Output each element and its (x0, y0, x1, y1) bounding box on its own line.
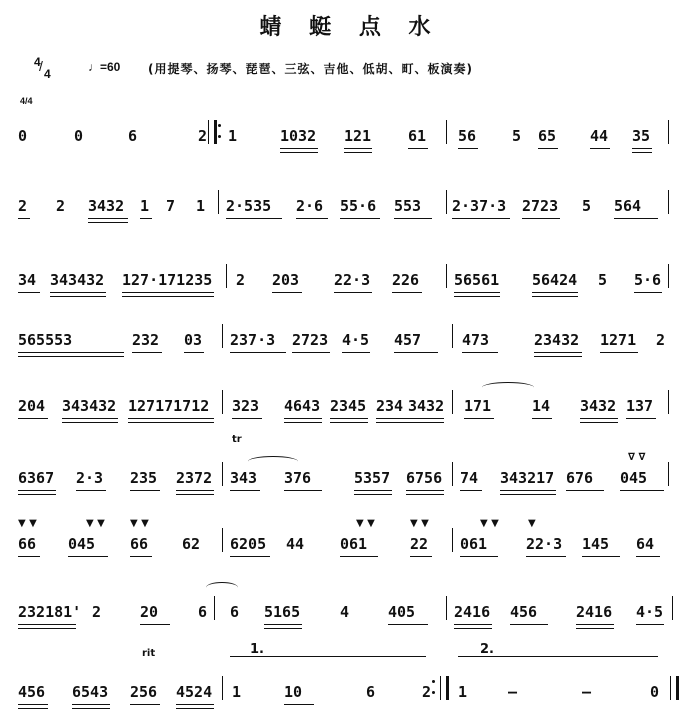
score-row-8 (0, 586, 700, 634)
note: 6543 (72, 683, 109, 701)
beam (388, 624, 428, 625)
note: 2 (656, 331, 666, 349)
beam (18, 218, 30, 219)
beam (464, 418, 494, 419)
beam (454, 292, 500, 293)
note: 456 (510, 603, 538, 621)
barline (668, 190, 669, 214)
beam (176, 494, 214, 495)
beam (600, 352, 638, 353)
note: 65 (538, 127, 557, 145)
note: 5 (598, 271, 608, 289)
beam (344, 148, 372, 149)
note: 56 (458, 127, 477, 145)
score-row-3 (0, 254, 700, 302)
beam (344, 152, 372, 153)
barline (218, 190, 219, 214)
beam (500, 494, 556, 495)
beam (340, 218, 380, 219)
tempo-marking: ♩=60 (88, 60, 121, 74)
beam (50, 292, 106, 293)
beam (230, 352, 286, 353)
beam (176, 708, 214, 709)
note: 127171712 (128, 397, 210, 415)
note: 66 (18, 535, 37, 553)
note: 2·535 (226, 197, 272, 215)
beam (636, 624, 664, 625)
beam (264, 624, 302, 625)
note: 56424 (532, 271, 578, 289)
beam (566, 490, 604, 491)
note: 121 (344, 127, 372, 145)
beam (582, 556, 620, 557)
beam (128, 418, 214, 419)
note: 3432 (580, 397, 617, 415)
instrumentation-note: (用提琴、扬琴、琵琶、三弦、吉他、低胡、町、板演奏) (148, 62, 473, 76)
beam (296, 218, 328, 219)
note: 127·171235 (122, 271, 213, 289)
beam (88, 222, 128, 223)
beam (18, 704, 48, 705)
note: 235 (130, 469, 158, 487)
song-title: 蜻 蜓 点 水 (259, 14, 441, 40)
beam (452, 218, 510, 219)
beam (392, 292, 422, 293)
beam (580, 422, 618, 423)
beam (376, 418, 444, 419)
beam (72, 704, 110, 705)
score-row-9 (0, 642, 700, 714)
note: 0 (18, 127, 28, 145)
note: 203 (272, 271, 300, 289)
beam (18, 418, 48, 419)
beam (526, 556, 566, 557)
beam (128, 422, 214, 423)
note: 473 (462, 331, 490, 349)
beam (460, 490, 482, 491)
barline (668, 462, 669, 486)
beam (454, 628, 492, 629)
barline (452, 390, 453, 414)
note: 237·3 (230, 331, 276, 349)
note: 226 (392, 271, 420, 289)
barline (668, 120, 669, 144)
beam (458, 148, 478, 149)
note: 2345 (330, 397, 367, 415)
score-row-5 (0, 380, 700, 428)
beam (580, 418, 618, 419)
volta-1-label: 1. (250, 642, 264, 657)
small-time-signature: 4/4 (20, 96, 33, 106)
beam (264, 628, 302, 629)
beam (330, 418, 368, 419)
note: 6 (128, 127, 138, 145)
note: 74 (460, 469, 479, 487)
beam (122, 296, 214, 297)
accent-marks: ▼ ▼ (130, 518, 149, 529)
note: 5 (582, 197, 592, 215)
note: 7 (166, 197, 176, 215)
note: 5165 (264, 603, 301, 621)
note: 5 (512, 127, 522, 145)
note: 564 (614, 197, 642, 215)
note: 55·6 (340, 197, 377, 215)
barline (452, 324, 453, 348)
note: 565553 (18, 331, 73, 349)
repeat-start-barline (208, 120, 217, 144)
beam (394, 218, 432, 219)
note: 045 (68, 535, 96, 553)
repeat-end-barline (440, 676, 449, 700)
note: — (508, 683, 518, 701)
barline (668, 390, 669, 414)
note: 045 (620, 469, 648, 487)
note: 4 (340, 603, 350, 621)
beam (68, 556, 108, 557)
note: 6205 (230, 535, 267, 553)
beam (18, 556, 40, 557)
beam (538, 148, 558, 149)
note: 343 (230, 469, 258, 487)
note: 1 (140, 197, 150, 215)
accent-mark: ▼ (528, 518, 536, 529)
note: 256 (130, 683, 158, 701)
barline (446, 596, 447, 620)
beam (576, 628, 614, 629)
beam (18, 708, 48, 709)
beam (140, 218, 152, 219)
note: 2416 (454, 603, 491, 621)
beam (292, 352, 330, 353)
beam (284, 704, 314, 705)
beam (226, 218, 282, 219)
note: 376 (284, 469, 312, 487)
note: 2·6 (296, 197, 324, 215)
note: 6 (198, 603, 208, 621)
note: 553 (394, 197, 422, 215)
note: 323 (232, 397, 260, 415)
note: 405 (388, 603, 416, 621)
beam (272, 292, 302, 293)
beam (140, 624, 170, 625)
barline (446, 264, 447, 288)
note: 5357 (354, 469, 391, 487)
beam (620, 490, 664, 491)
accent-marks: ▼ ▼ (86, 518, 105, 529)
rit-marking: rit (142, 648, 156, 659)
note: 10 (284, 683, 303, 701)
beam (184, 352, 204, 353)
barline (446, 190, 447, 214)
note: 137 (626, 397, 654, 415)
note: 2 (236, 271, 246, 289)
beam (18, 292, 40, 293)
beam (130, 704, 160, 705)
beam (532, 292, 578, 293)
score-row-4 (0, 314, 700, 362)
beam (632, 148, 652, 149)
note: 2 (92, 603, 102, 621)
beam (232, 418, 262, 419)
note: 6367 (18, 469, 55, 487)
note: 1 (232, 683, 242, 701)
beam (50, 296, 106, 297)
note: 4·5 (342, 331, 370, 349)
note: 061 (340, 535, 368, 553)
note: 3432 (88, 197, 125, 215)
note: 2372 (176, 469, 213, 487)
beam (590, 148, 610, 149)
beam (454, 296, 500, 297)
beam (626, 418, 656, 419)
note: 61 (408, 127, 427, 145)
score-header (30, 54, 690, 84)
beam (534, 356, 582, 357)
beam (284, 418, 322, 419)
note: 456 (18, 683, 46, 701)
note: 1 (228, 127, 238, 145)
beam (354, 494, 392, 495)
score-row-7 (0, 518, 700, 566)
beam (340, 556, 378, 557)
beam (394, 352, 438, 353)
note: 6 (230, 603, 240, 621)
beam (230, 556, 270, 557)
note: 4·5 (636, 603, 664, 621)
note: 20 (140, 603, 159, 621)
accent-marks: ▼ ▼ (480, 518, 499, 529)
beam (62, 418, 118, 419)
barline (222, 676, 223, 700)
note: 2723 (292, 331, 329, 349)
beam (408, 148, 428, 149)
note: 6756 (406, 469, 443, 487)
barline (668, 264, 669, 288)
beam (76, 490, 106, 491)
note: 23432 (534, 331, 580, 349)
note: 232181' (18, 603, 82, 621)
beam (62, 422, 118, 423)
beam (354, 490, 392, 491)
score-row-6 (0, 434, 700, 500)
beam (500, 490, 556, 491)
note: 061 (460, 535, 488, 553)
volta-2-label: 2. (480, 642, 494, 657)
note: 1032 (280, 127, 317, 145)
time-signature-denominator: 4 (44, 67, 51, 81)
note: 234 (376, 397, 404, 415)
note: 44 (590, 127, 609, 145)
beam (522, 218, 560, 219)
note: 2 (422, 683, 432, 701)
accent-marks: ∇ ∇ (628, 452, 646, 463)
note: 204 (18, 397, 46, 415)
barline (214, 596, 215, 620)
note: 232 (132, 331, 160, 349)
trill-marking: tr (232, 434, 242, 445)
note: 2·37·3 (452, 197, 507, 215)
note: 03 (184, 331, 203, 349)
beam (406, 490, 444, 491)
beam (176, 490, 214, 491)
beam (130, 490, 160, 491)
note: 2·3 (76, 469, 104, 487)
note: 1271 (600, 331, 637, 349)
note: 145 (582, 535, 610, 553)
barline (222, 462, 223, 486)
beam (534, 352, 582, 353)
note: 343432 (50, 271, 105, 289)
slur (248, 456, 298, 467)
note: 14 (532, 397, 551, 415)
note: 62 (182, 535, 201, 553)
beam (462, 352, 498, 353)
beam (632, 152, 652, 153)
time-signature-numerator: 4 (34, 55, 41, 69)
note: 34 (18, 271, 37, 289)
beam (18, 356, 124, 357)
barline (222, 390, 223, 414)
beam (576, 624, 614, 625)
note: 44 (286, 535, 305, 553)
note: 4524 (176, 683, 213, 701)
beam (342, 352, 370, 353)
note: 22·3 (334, 271, 371, 289)
note: 6 (366, 683, 376, 701)
slur (482, 382, 534, 393)
beam (330, 422, 368, 423)
beam (410, 556, 432, 557)
beam (532, 296, 578, 297)
beam (18, 628, 76, 629)
beam (532, 418, 552, 419)
note: — (582, 683, 592, 701)
beam (634, 292, 662, 293)
beam (460, 556, 498, 557)
note: 2723 (522, 197, 559, 215)
beam (132, 352, 162, 353)
note: 0 (650, 683, 660, 701)
note: 1 (458, 683, 468, 701)
beam (230, 490, 260, 491)
note: 457 (394, 331, 422, 349)
beam (280, 152, 318, 153)
barline (452, 528, 453, 552)
beam (18, 490, 56, 491)
note: 22·3 (526, 535, 563, 553)
beam (510, 624, 548, 625)
beam (376, 422, 444, 423)
beam (18, 352, 124, 353)
note: 35 (632, 127, 651, 145)
beam (88, 218, 128, 219)
beam (284, 490, 322, 491)
note: 0 (74, 127, 84, 145)
beam (284, 422, 322, 423)
beam (122, 292, 214, 293)
time-signature-slash: / (39, 58, 43, 74)
note: 171 (464, 397, 492, 415)
accent-marks: ▼ ▼ (410, 518, 429, 529)
note: 2 (198, 127, 208, 145)
barline (222, 528, 223, 552)
barline (446, 120, 447, 144)
note: 4643 (284, 397, 321, 415)
note: 3432 (408, 397, 445, 415)
final-barline (670, 676, 679, 700)
beam (454, 624, 492, 625)
beam (176, 704, 214, 705)
barline (222, 324, 223, 348)
accent-marks: ▼ ▼ (356, 518, 375, 529)
beam (130, 556, 152, 557)
beam (406, 494, 444, 495)
beam (334, 292, 372, 293)
beam (614, 218, 658, 219)
accent-marks: ▼ ▼ (18, 518, 37, 529)
note: 1 (196, 197, 206, 215)
barline (226, 264, 227, 288)
beam (18, 494, 56, 495)
note: 5·6 (634, 271, 662, 289)
repeat-dots (432, 680, 435, 696)
note: 2416 (576, 603, 613, 621)
barline (452, 462, 453, 486)
volta-bracket-2 (458, 656, 658, 665)
beam (280, 148, 318, 149)
score-row-2 (0, 180, 700, 228)
slur (206, 582, 238, 593)
beam (18, 624, 76, 625)
note: 66 (130, 535, 149, 553)
barline (672, 596, 673, 620)
note: 676 (566, 469, 594, 487)
note: 2 (18, 197, 28, 215)
note: 343432 (62, 397, 117, 415)
repeat-dots (218, 124, 221, 140)
volta-bracket-1 (230, 656, 426, 665)
note: 343217 (500, 469, 555, 487)
note: 22 (410, 535, 429, 553)
score-row-1 (0, 110, 700, 158)
beam (636, 556, 660, 557)
note: 64 (636, 535, 655, 553)
beam (72, 708, 110, 709)
note: 56561 (454, 271, 500, 289)
note: 2 (56, 197, 66, 215)
